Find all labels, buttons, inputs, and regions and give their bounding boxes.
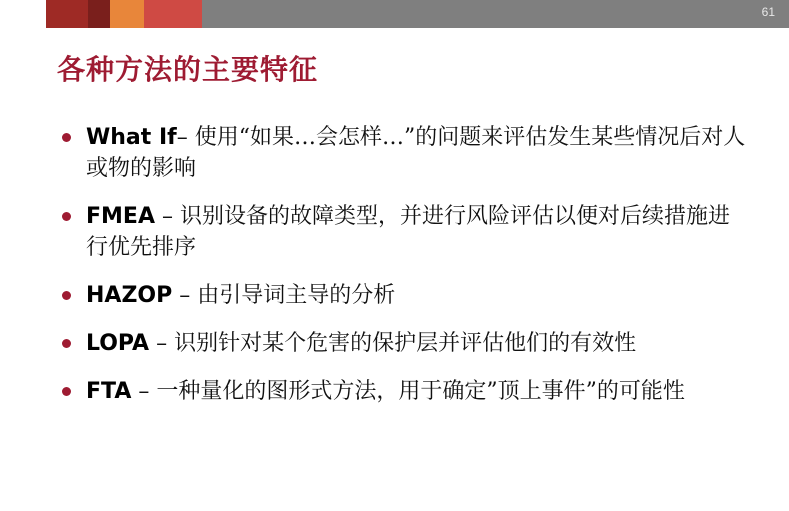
list-item-term: FTA: [86, 379, 132, 404]
list-item-term: What If: [86, 125, 177, 150]
list-item: [60, 201, 750, 263]
list-item: [60, 328, 750, 359]
list-item-term: FMEA: [86, 204, 155, 229]
decorative-top-bar: [0, 0, 789, 28]
bullet-list: [60, 122, 750, 424]
list-item-body: – 一种量化的图形式方法，用于确定”顶上事件”的可能性: [138, 379, 685, 404]
page-number: 61: [761, 5, 775, 19]
bullet-dot-icon: [62, 291, 71, 300]
list-item: [60, 280, 750, 311]
bullet-dot-icon: [62, 133, 71, 142]
topbar-segment-lightred: [144, 0, 202, 28]
list-item-term: LOPA: [86, 331, 150, 356]
list-item: [60, 122, 750, 184]
bullet-dot-icon: [62, 387, 71, 396]
topbar-segment-red: [46, 0, 88, 28]
topbar-segment-white: [0, 0, 46, 28]
list-item-body: – 识别针对某个危害的保护层并评估他们的有效性: [156, 331, 637, 356]
list-item-body: – 由引导词主导的分析: [179, 283, 396, 308]
page-title: 各种方法的主要特征: [57, 53, 319, 86]
topbar-segment-orange: [110, 0, 144, 28]
bullet-dot-icon: [62, 212, 71, 221]
list-item-term: HAZOP: [86, 283, 173, 308]
list-item-body: – 使用“如果…会怎样…”的问题来评估发生某些情况后对人或物的影响: [86, 125, 746, 181]
bullet-dot-icon: [62, 339, 71, 348]
topbar-segment-gray: [202, 0, 789, 28]
topbar-segment-darkred: [88, 0, 110, 28]
list-item: [60, 376, 750, 407]
list-item-body: – 识别设备的故障类型，并进行风险评估以便对后续措施进行优先排序: [86, 204, 730, 260]
